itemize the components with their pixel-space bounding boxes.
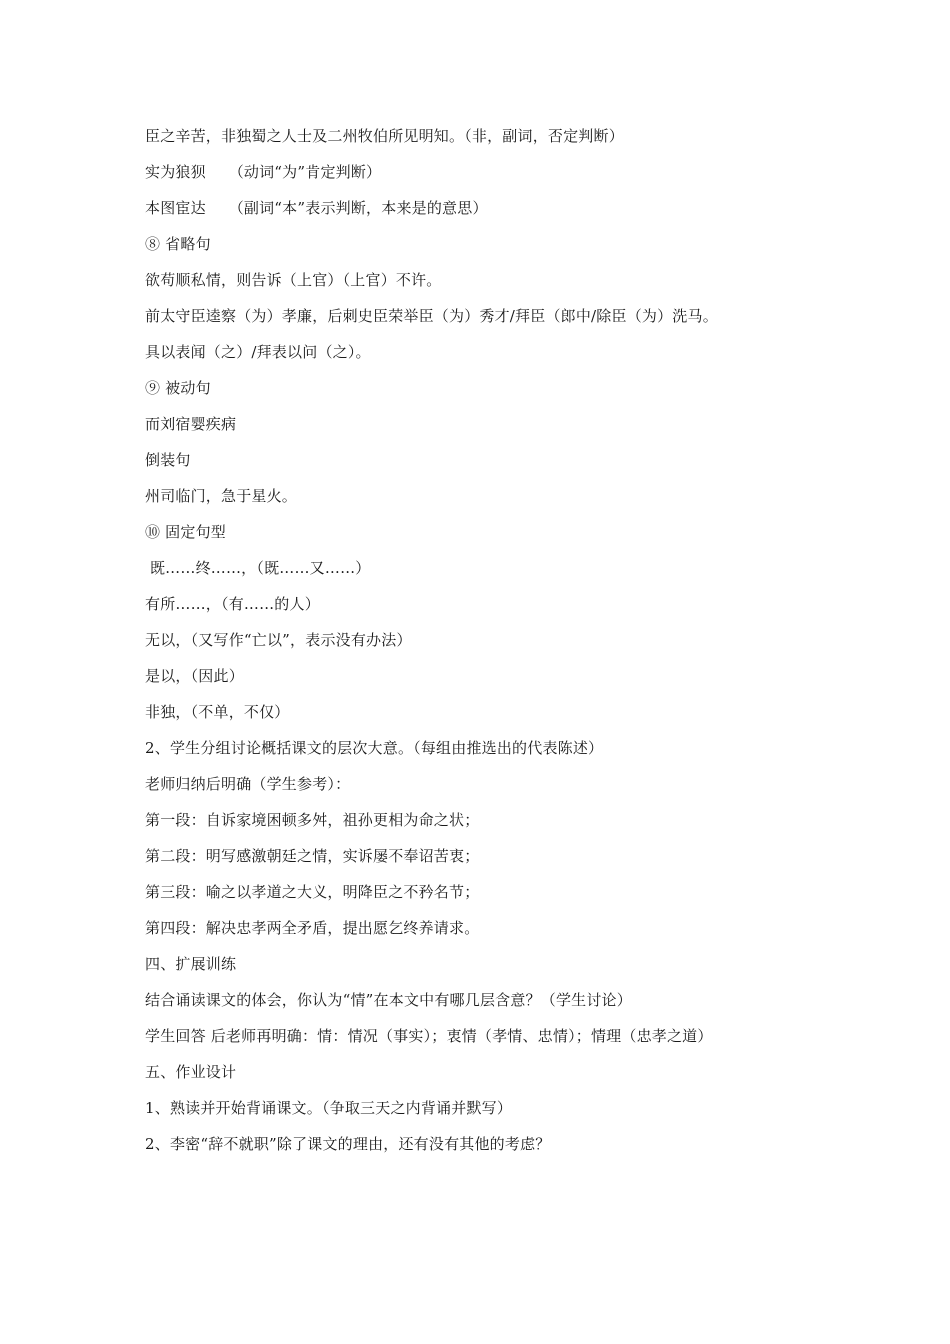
section-heading: ⑧ 省略句 bbox=[145, 235, 211, 253]
text-line: 州司临门，急于星火。 bbox=[145, 487, 298, 505]
text-line: 第一段：自诉家境困顿多舛，祖孙更相为命之状； bbox=[145, 811, 480, 829]
text-line: 结合诵读课文的体会，你认为“情”在本文中有哪几层含意？（学生讨论） bbox=[145, 991, 632, 1009]
section-heading: 倒装句 bbox=[145, 451, 191, 469]
section-heading: 五、作业设计 bbox=[145, 1063, 237, 1081]
text-line: 是以，（因此） bbox=[145, 667, 244, 685]
text-line: 前太守臣逵察（为）孝廉，后刺史臣荣举臣（为）秀才/拜臣（郎中/除臣（为）洗马。 bbox=[145, 307, 718, 325]
text-line: 而刘宿婴疾病 bbox=[145, 415, 237, 433]
text-line: 2、学生分组讨论概括课文的层次大意。（每组由推选出的代表陈述） bbox=[145, 739, 604, 757]
text-line: 本图宦达 （副词“本”表示判断，本来是的意思） bbox=[145, 199, 488, 217]
text-line: 有所……，（有……的人） bbox=[145, 595, 320, 613]
text-line: 第四段：解决忠孝两全矛盾，提出愿乞终养请求。 bbox=[145, 919, 480, 937]
text-line: 第二段：明写感激朝廷之情，实诉屡不奉诏苦衷； bbox=[145, 847, 480, 865]
section-heading: ⑩ 固定句型 bbox=[145, 523, 226, 541]
text-line: 1、熟读并开始背诵课文。（争取三天之内背诵并默写） bbox=[145, 1099, 513, 1117]
text-line: 欲苟顺私情，则告诉（上官）（上官）不许。 bbox=[145, 271, 442, 289]
text-line: 非独，（不单，不仅） bbox=[145, 703, 290, 721]
text-line: 臣之辛苦，非独蜀之人士及二州牧伯所见明知。（非，副词，否定判断） bbox=[145, 127, 624, 145]
text-line: 第三段：喻之以孝道之大义，明降臣之不矜名节； bbox=[145, 883, 480, 901]
text-line: 既……终……，（既……又……） bbox=[145, 559, 371, 577]
text-line: 老师归纳后明确（学生参考）： bbox=[145, 775, 351, 793]
section-heading: 四、扩展训练 bbox=[145, 955, 237, 973]
text-line: 具以表闻（之）/拜表以问（之）。 bbox=[145, 343, 371, 361]
section-heading: ⑨ 被动句 bbox=[145, 379, 211, 397]
text-line: 实为狼狈 （动词“为”肯定判断） bbox=[145, 163, 382, 181]
text-line: 2、李密“辞不就职”除了课文的理由，还有没有其他的考虑？ bbox=[145, 1135, 551, 1153]
text-line: 学生回答 后老师再明确：情：情况（事实）；衷情（孝情、忠情）；情理（忠孝之道） bbox=[145, 1027, 713, 1045]
text-line: 无以，（又写作“亡以”，表示没有办法） bbox=[145, 631, 412, 649]
